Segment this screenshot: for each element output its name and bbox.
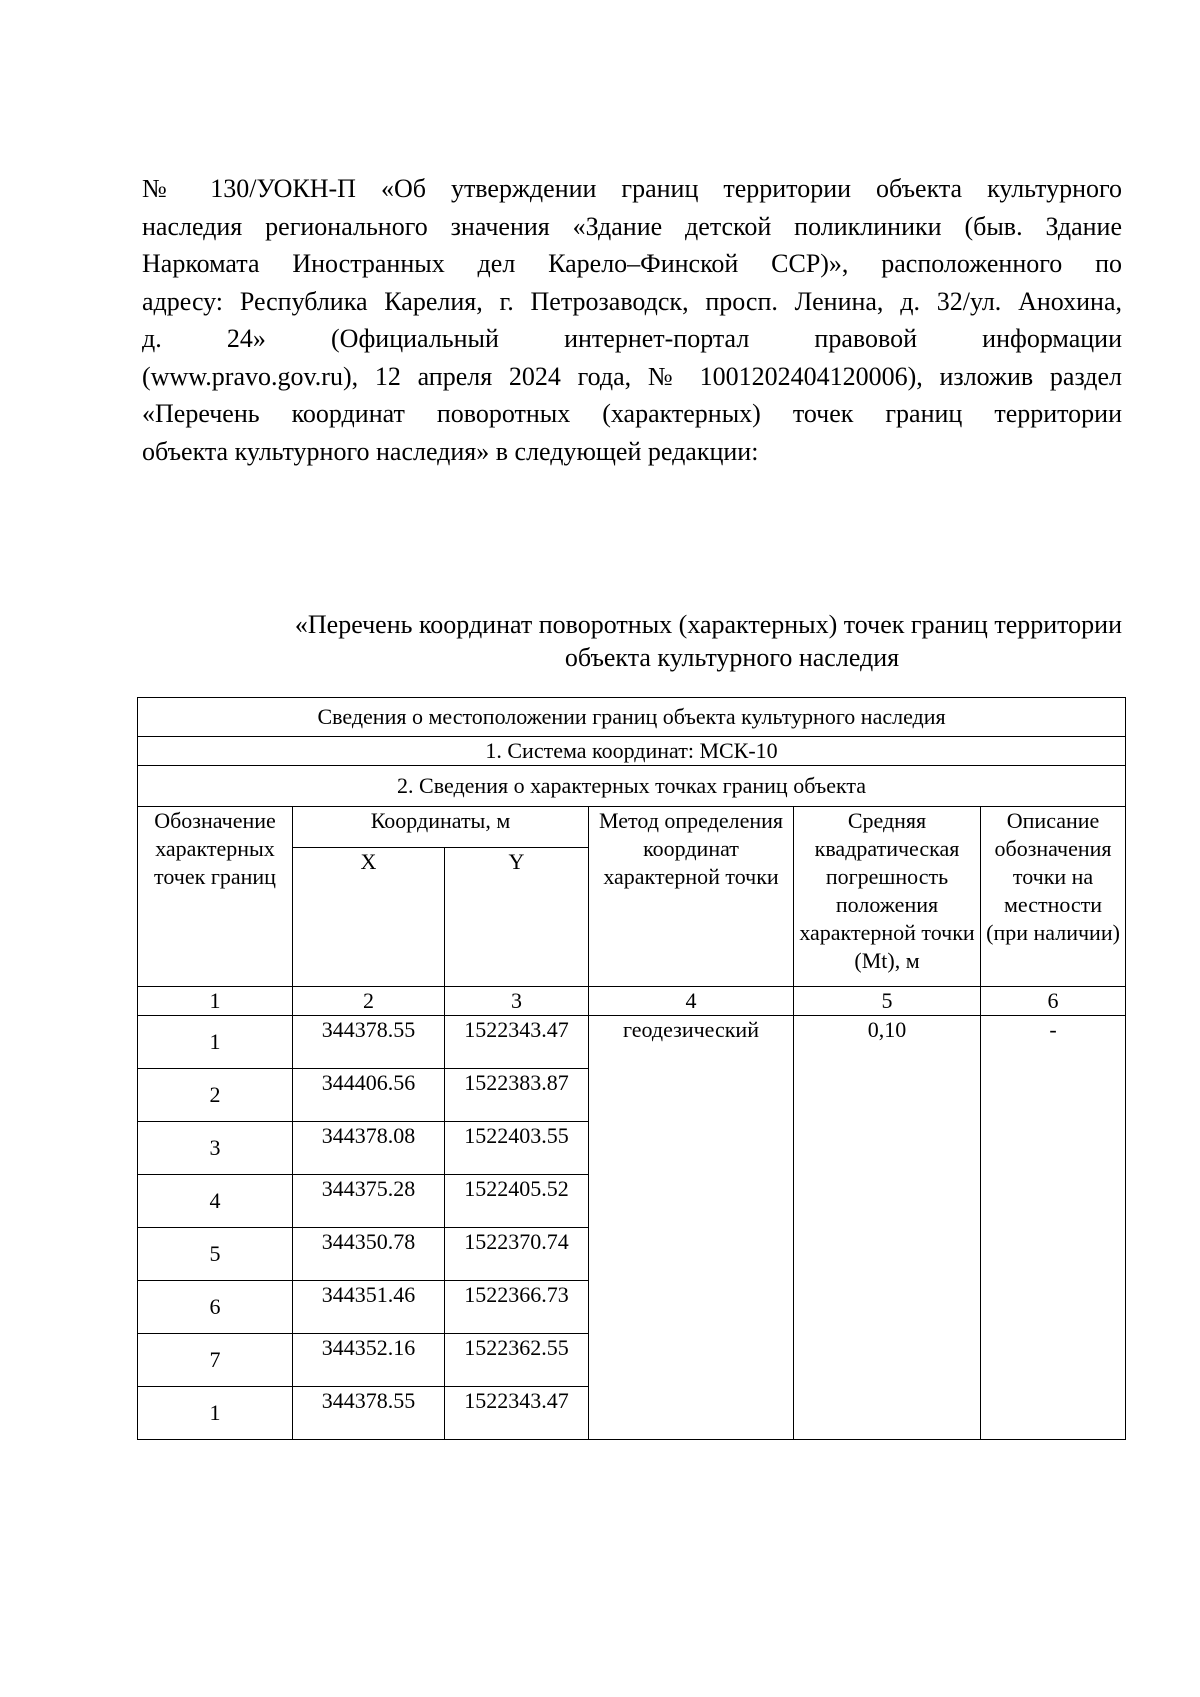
header-accuracy: Средняя квадратическая погрешность положения характерной точки (Mt), м	[794, 807, 981, 987]
x-cell: 344351.46	[293, 1281, 445, 1334]
x-cell: 344352.16	[293, 1334, 445, 1387]
y-cell: 1522366.73	[445, 1281, 589, 1334]
table-title: Сведения о местоположении границ объекта культурного наследия	[138, 698, 1126, 737]
y-cell: 1522343.47	[445, 1387, 589, 1440]
section-heading-line1: «Перечень координат поворотных (характерных) точек границ территории	[294, 610, 1122, 639]
x-cell: 344378.08	[293, 1122, 445, 1175]
intro-paragraph	[142, 170, 1122, 470]
intro-line: объекта культурного наследия» в следующей редакции:	[142, 436, 759, 466]
x-cell: 344406.56	[293, 1069, 445, 1122]
point-cell: 4	[138, 1175, 293, 1228]
point-cell: 1	[138, 1016, 293, 1069]
header-method: Метод определения координат характерной точки	[589, 807, 794, 987]
coordinates-table	[137, 697, 1126, 1440]
column-number: 5	[794, 987, 981, 1016]
x-cell: 344378.55	[293, 1387, 445, 1440]
column-number: 1	[138, 987, 293, 1016]
point-cell: 1	[138, 1387, 293, 1440]
intro-line: д. 24» (Официальный интернет-портал правовой информации	[142, 324, 1122, 353]
intro-line: наследия регионального значения «Здание детской поликлиники (быв. Здание	[142, 211, 1122, 241]
header-y: Y	[445, 848, 589, 987]
coordinate-system: 1. Система координат: МСК-10	[138, 737, 1126, 766]
header-description: Описание обозначения точки на местности (при наличии)	[981, 807, 1126, 987]
column-number: 4	[589, 987, 794, 1016]
y-cell: 1522343.47	[445, 1016, 589, 1069]
intro-line: «Перечень координат поворотных (характерных) точек границ территории	[142, 399, 1122, 428]
point-cell: 6	[138, 1281, 293, 1334]
table-row	[138, 1016, 1126, 1069]
x-cell: 344378.55	[293, 1016, 445, 1069]
header-point: Обозначение характерных точек границ	[138, 807, 293, 987]
y-cell: 1522362.55	[445, 1334, 589, 1387]
column-number: 6	[981, 987, 1126, 1016]
y-cell: 1522405.52	[445, 1175, 589, 1228]
x-cell: 344375.28	[293, 1175, 445, 1228]
header-x: X	[293, 848, 445, 987]
point-cell: 5	[138, 1228, 293, 1281]
accuracy-cell: 0,10	[794, 1016, 981, 1440]
y-cell: 1522383.87	[445, 1069, 589, 1122]
description-cell: -	[981, 1016, 1126, 1440]
points-info-heading: 2. Сведения о характерных точках границ объекта	[138, 766, 1126, 807]
y-cell: 1522370.74	[445, 1228, 589, 1281]
point-cell: 2	[138, 1069, 293, 1122]
point-cell: 3	[138, 1122, 293, 1175]
x-cell: 344350.78	[293, 1228, 445, 1281]
method-cell: геодезический	[589, 1016, 794, 1440]
header-coordinates: Координаты, м	[293, 807, 589, 848]
y-cell: 1522403.55	[445, 1122, 589, 1175]
intro-line: (www.pravo.gov.ru), 12 апреля 2024 года, № 1001202404120006), изложив раздел	[142, 361, 1122, 391]
intro-line: № 130/УОКН-П «Об утверждении границ территории объекта культурного	[142, 174, 1122, 203]
section-heading	[142, 608, 1122, 674]
column-number: 2	[293, 987, 445, 1016]
point-cell: 7	[138, 1334, 293, 1387]
intro-line: Наркомата Иностранных дел Карело–Финской ССР)», расположенного по	[142, 249, 1122, 278]
intro-line: адресу: Республика Карелия, г. Петрозаводск, просп. Ленина, д. 32/ул. Анохина,	[142, 286, 1122, 316]
column-number: 3	[445, 987, 589, 1016]
section-heading-line2: объекта культурного наследия	[564, 643, 900, 672]
